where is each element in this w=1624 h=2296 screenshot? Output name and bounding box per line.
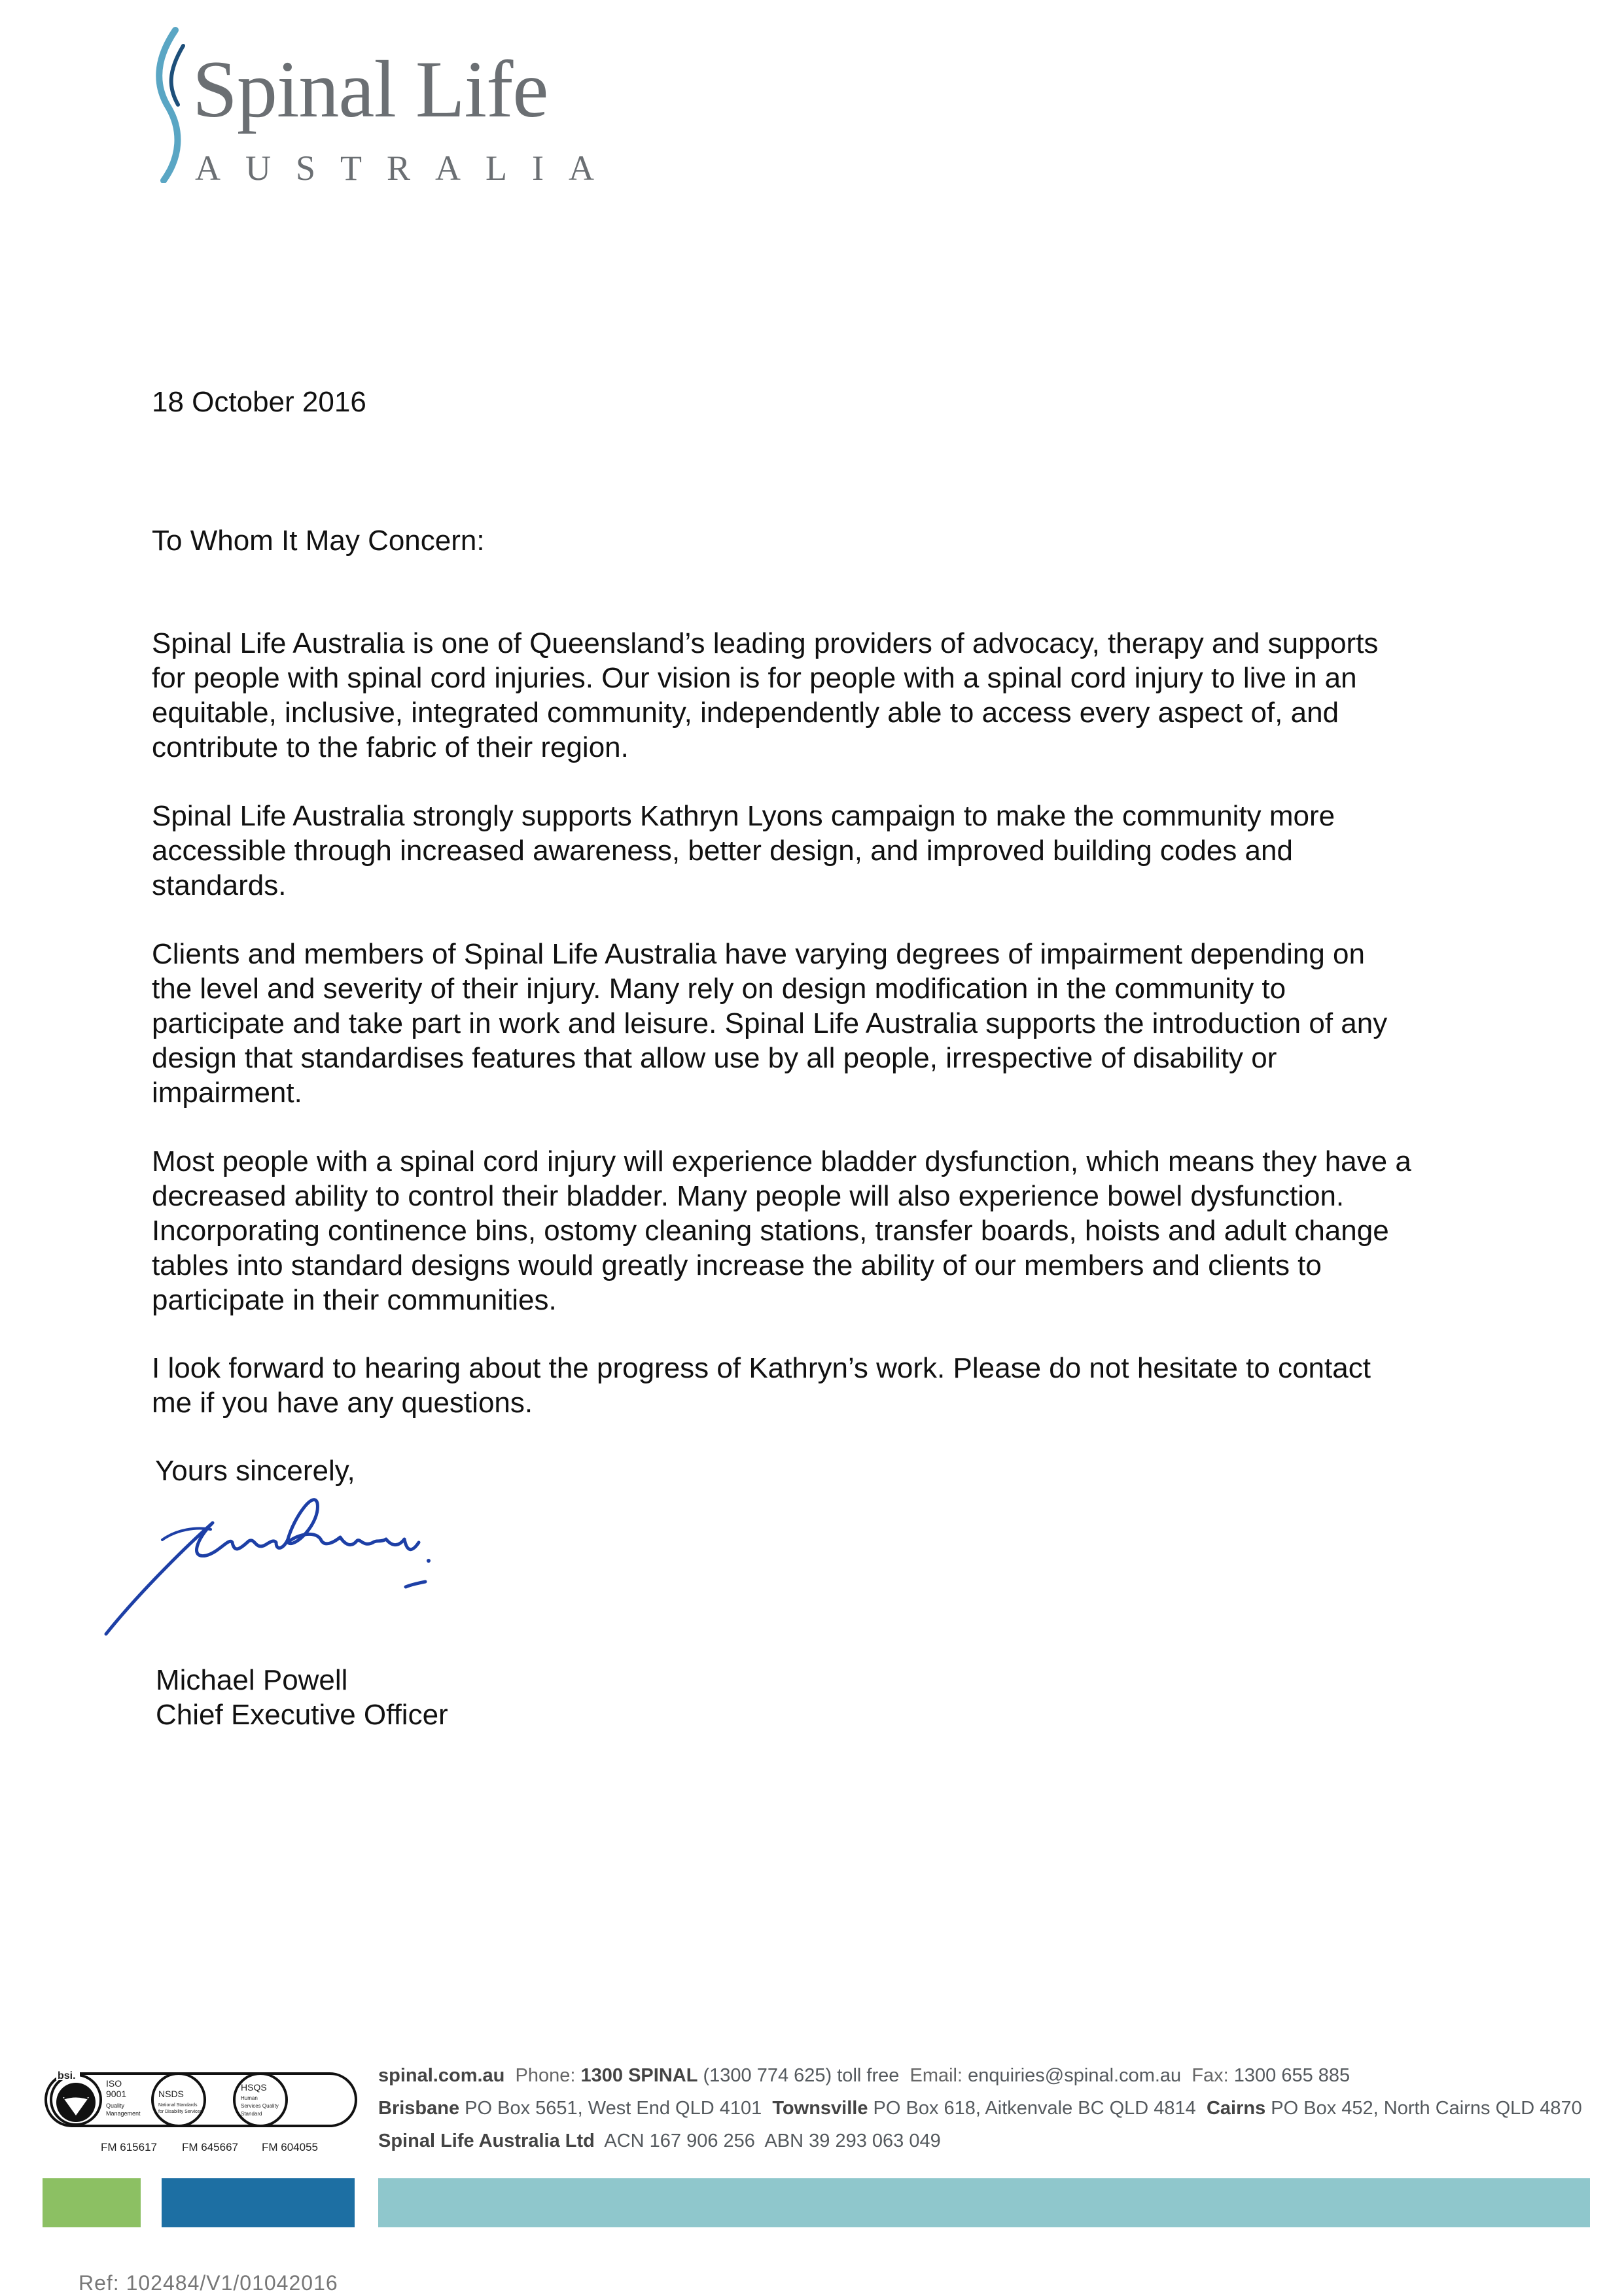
paragraph-line: the level and severity of their injury. Many rely on design modification in the community to [152,973,1286,1005]
iso-label: ISO [106,2078,122,2089]
paragraph-line: impairment. [152,1077,302,1109]
salutation: To Whom It May Concern: [152,525,485,557]
office-address: PO Box 5651, West End QLD 4101 [465,2098,762,2119]
footer-line-3 [378,2125,1608,2157]
company-name: Spinal Life Australia Ltd [378,2131,595,2151]
phone-number: 1300 SPINAL [580,2065,698,2086]
fax-number: 1300 655 885 [1233,2065,1350,2086]
spine-swoosh-icon [149,26,195,183]
hsqs-sub: Standard [241,2111,262,2117]
hsqs-sub: Human [241,2095,258,2101]
document-reference: Ref: 102484/V1/01042016 [79,2271,338,2295]
hsqs-label: HSQS [241,2082,267,2093]
paragraph-line: Incorporating continence bins, ostomy cleaning stations, transfer boards, hoists and adult change [152,1215,1389,1247]
footer-line-1 [378,2059,1608,2092]
fm-number: FM 604055 [262,2141,318,2153]
nsds-sub: National Standards [158,2103,198,2108]
paragraph-line: accessible through increased awareness, better design, and improved building codes and [152,835,1293,867]
office-address: PO Box 452, North Cairns QLD 4870 [1271,2098,1582,2119]
email-link[interactable]: enquiries@spinal.com.au [968,2065,1182,2086]
paragraph-line: equitable, inclusive, integrated community, independently able to access every aspect of, and [152,697,1339,729]
office-city: Townsville [772,2098,868,2119]
paragraph-line: participate in their communities. [152,1284,557,1316]
paragraph-5 [152,1351,1480,1420]
paragraph-line: design that standardises features that allow use by all people, irrespective of disability or [152,1042,1277,1074]
email-label: Email: [909,2065,963,2086]
certification-badge [44,2061,359,2159]
company-acn: ACN 167 906 256 [604,2131,755,2151]
nsds-sub: for Disability Services [158,2110,202,2114]
paragraph-line: for people with spinal cord injuries. Our vision is for people with a spinal cord injury to live in an [152,662,1357,694]
letter-date: 18 October 2016 [152,386,366,418]
nsds-label: NSDS [158,2089,184,2099]
company-abn: ABN 39 293 063 049 [764,2131,941,2151]
office-city: Brisbane [378,2098,460,2119]
iso-sub: Quality [106,2102,125,2109]
phone-detail: (1300 774 625) toll free [703,2065,900,2086]
iso-sub: Management [106,2110,141,2117]
signer-name: Michael Powell [156,1664,348,1696]
signature-icon [98,1477,478,1647]
phone-label: Phone: [515,2065,576,2086]
fm-number: FM 615617 [101,2141,157,2153]
footer-bar-blue [162,2178,355,2227]
paragraph-line: participate and take part in work and leisure. Spinal Life Australia supports the introduction of any [152,1007,1388,1039]
paragraph-line: Most people with a spinal cord injury will experience bladder dysfunction, which means they have a [152,1145,1411,1177]
paragraph-line: standards. [152,869,287,901]
footer-bar-teal [378,2178,1590,2227]
footer-line-2 [378,2092,1608,2125]
logo-country: AUSTRALIA [195,148,619,188]
paragraph-line: tables into standard designs would greatly increase the ability of our members and clients to [152,1249,1322,1281]
logo-name: Spinal Life [192,44,548,134]
paragraph-line: I look forward to hearing about the progress of Kathryn’s work. Please do not hesitate to contact [152,1352,1371,1384]
paragraph-line: contribute to the fabric of their region. [152,731,629,763]
paragraph-3 [152,937,1480,1110]
office-city: Cairns [1206,2098,1266,2119]
fax-label: Fax: [1192,2065,1229,2086]
signer-title: Chief Executive Officer [156,1699,448,1731]
office-address: PO Box 618, Aitkenvale BC QLD 4814 [873,2098,1196,2119]
paragraph-line: Spinal Life Australia is one of Queensland’s leading providers of advocacy, therapy and supports [152,627,1379,659]
closing: Yours sincerely, [155,1455,355,1487]
fm-number: FM 645667 [182,2141,238,2153]
paragraph-line: Spinal Life Australia strongly supports Kathryn Lyons campaign to make the community more [152,800,1335,832]
paragraph-1 [152,626,1480,765]
paragraph-4 [152,1144,1480,1317]
footer-bar-green [43,2178,141,2227]
paragraph-2 [152,799,1480,903]
hsqs-sub: Services Quality [241,2103,279,2109]
footer-contact [378,2059,1608,2157]
bsi-label: bsi. [58,2070,76,2081]
spinal-life-logo [149,26,619,188]
website-link[interactable]: spinal.com.au [378,2065,505,2086]
paragraph-line: Clients and members of Spinal Life Australia have varying degrees of impairment depending on [152,938,1365,970]
paragraph-line: decreased ability to control their bladder. Many people will also experience bowel dysfunction. [152,1180,1345,1212]
paragraph-line: me if you have any questions. [152,1387,533,1419]
iso-number: 9001 [106,2089,127,2099]
